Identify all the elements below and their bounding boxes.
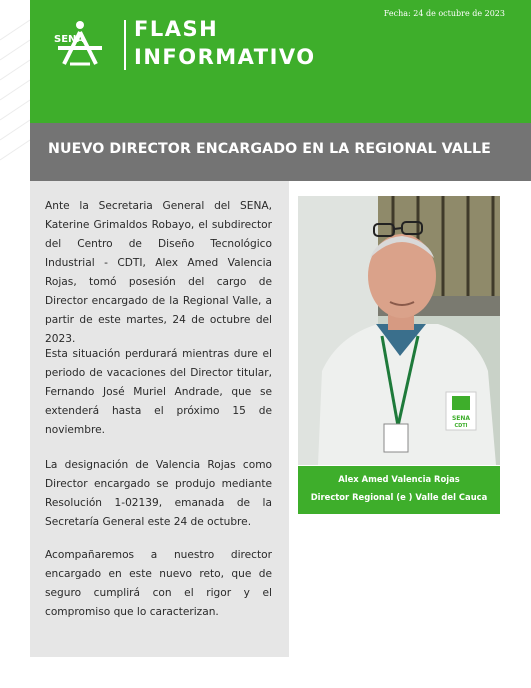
article-paragraph: Esta situación perdurará mientras dure el periodo de vacaciones del Director titular, Fernando José Muriel Andrade, que se extenderá hasta el próximo 15 de noviembre. [45,348,272,436]
article-body [30,181,289,657]
title-flash: FLASH [134,17,219,41]
svg-text:SENA: SENA [451,415,471,422]
date-label: Fecha: 24 de octubre de 2023 [383,9,505,18]
headline-banner [30,123,531,181]
sena-logo-icon [50,20,110,72]
svg-text:SENA: SENA [54,34,85,45]
article-paragraph: La designación de Valencia Rojas como Director encargado se produjo mediante Resolución 1-02139, emanada de la Secretaría General este 24 de octubre. [45,459,272,528]
caption-name: Alex Amed Valencia Rojas [338,474,460,484]
headline-title: NUEVO DIRECTOR ENCARGADO EN LA REGIONAL VALLE [48,141,491,157]
title-informativo: INFORMATIVO [134,45,316,69]
portrait-illustration [298,196,500,465]
header [30,0,531,123]
article-paragraph: Ante la Secretaria General del SENA, Katerine Grimaldos Robayo, el subdirector del Centro de Diseño Tecnológico Industrial - CDTI, Alex Amed Valencia Rojas, tomó posesión del cargo de Director encargado de la Regional Valle, a partir de este martes, 24 de octubre del 2023. [45,200,272,345]
svg-text:CDTI: CDTI [454,423,468,429]
header-divider [124,20,126,70]
caption-role: Director Regional (e ) Valle del Cauca [310,492,488,502]
photo-caption [298,466,500,514]
director-photo [298,196,500,465]
article-paragraph: Acompañaremos a nuestro director encargado en este nuevo reto, que de seguro cumplirá con el rigor y el compromiso que lo caracterizan. [45,549,272,618]
